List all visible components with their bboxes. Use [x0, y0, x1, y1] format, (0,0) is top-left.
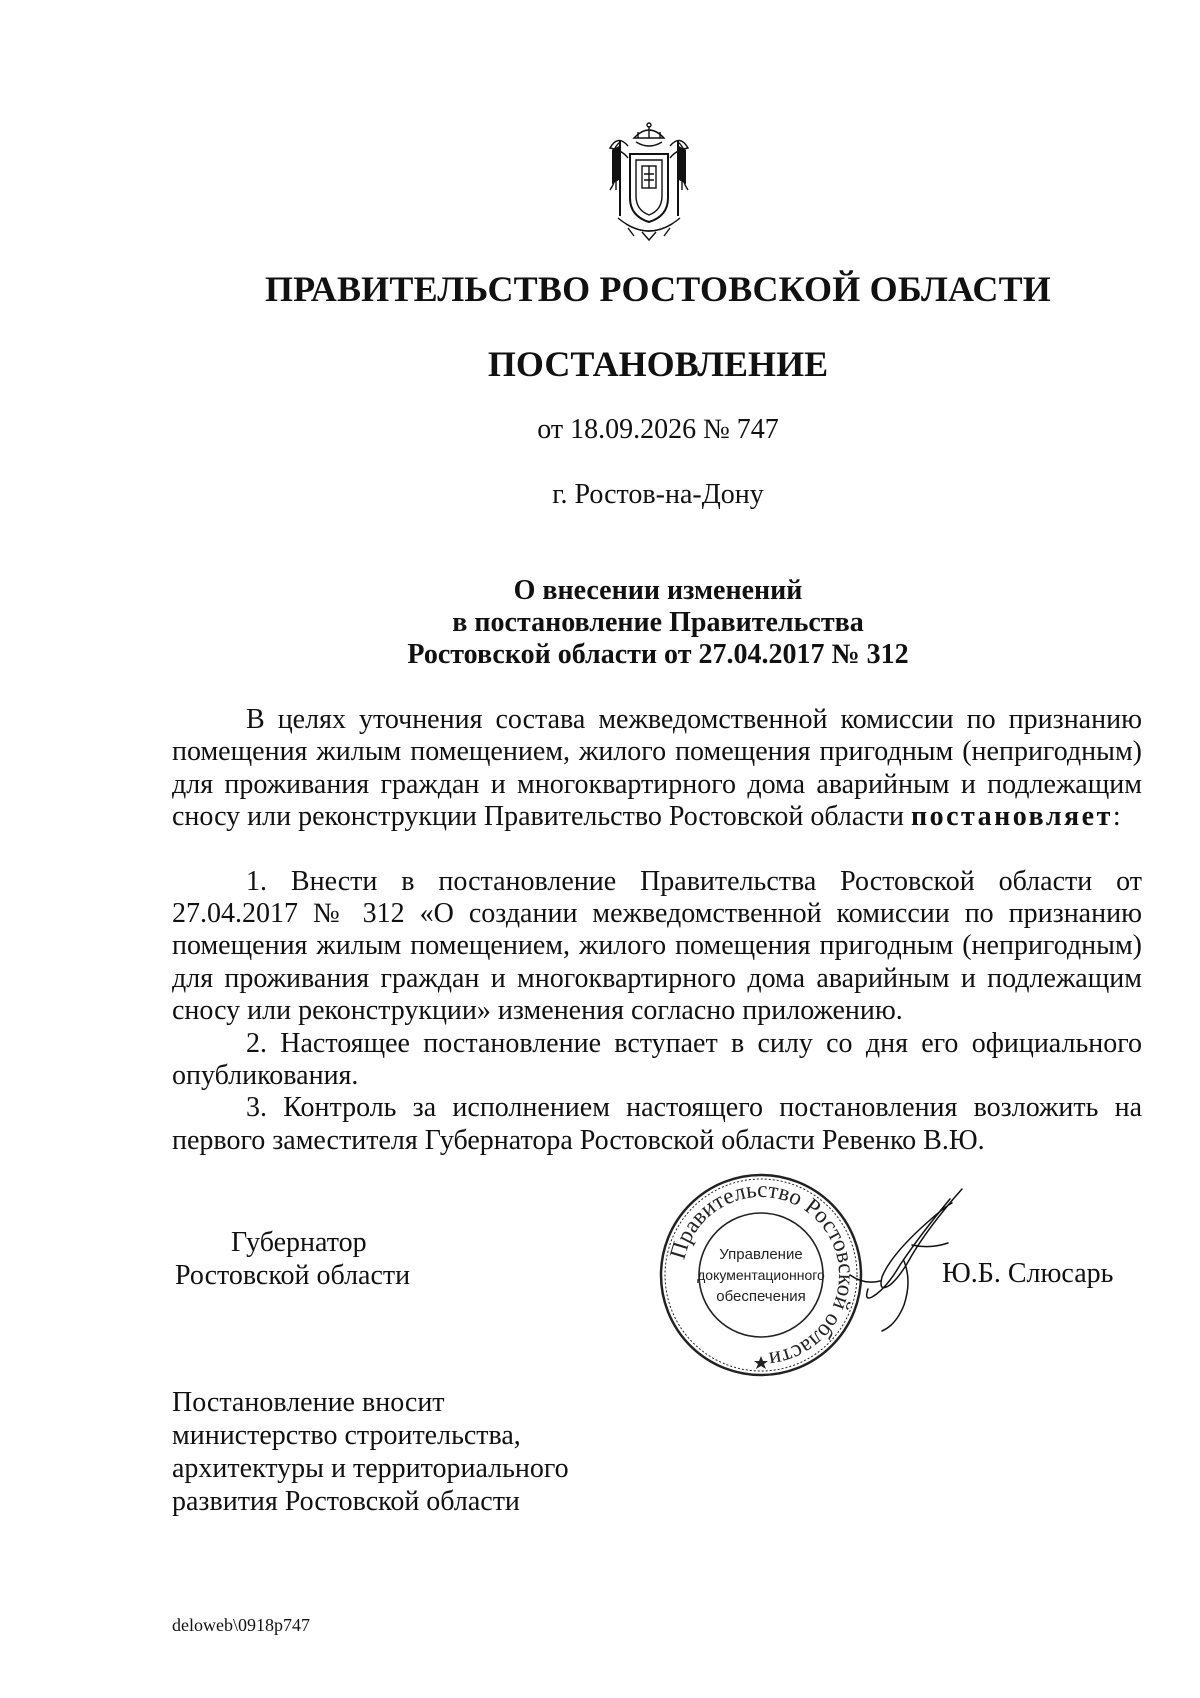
signatory-name: Ю.Б. Слюсарь	[942, 1258, 1114, 1289]
note-line: архитектуры и территориального	[172, 1453, 569, 1484]
item-1: 1. Внести в постановление Правительства Ростовской области от 27.04.2017 № 312 «О создании межведомственной комиссии по признанию помещения жилым помещением, жилого помещения пригодным (непригодным) для проживания граждан и многоквартирного дома аварийным и подлежащим сносу или реконструкции» изменения согласно приложению.	[172, 865, 1142, 1027]
note-line: Постановление вносит	[172, 1387, 445, 1418]
item-3: 3. Контроль за исполнением настоящего постановления возложить на первого заместителя Губернатора Ростовской области Ревенко В.Ю.	[172, 1092, 1142, 1156]
item-2: 2. Настоящее постановление вступает в силу со дня его официального опубликования.	[172, 1027, 1142, 1092]
stamp-inner-line: документационного	[697, 1267, 825, 1283]
note-line: развития Ростовской области	[172, 1486, 520, 1517]
subject-line: О внесении изменений	[513, 575, 803, 606]
document-date-number: от 18.09.2026 № 747	[537, 414, 779, 445]
decree-word: постановляет	[910, 801, 1113, 833]
document-code: deloweb\0918p747	[172, 1615, 310, 1635]
stamp-inner-line: Управление	[719, 1246, 803, 1263]
document-body	[172, 704, 1142, 1157]
submitter-note	[172, 1386, 569, 1518]
subject-line: в постановление Правительства	[452, 607, 864, 638]
preamble-paragraph	[172, 704, 1142, 834]
rostov-oblast-coat-of-arms-icon	[598, 120, 700, 244]
document-city: г. Ростов-на-Дону	[552, 479, 764, 510]
signatory-position	[175, 1226, 410, 1292]
signatory-title: Губернатор	[231, 1227, 367, 1258]
decree-colon: :	[1112, 801, 1121, 833]
document-type: ПОСТАНОВЛЕНИЕ	[487, 344, 829, 384]
note-line: министерство строительства,	[172, 1420, 521, 1451]
document-subject	[0, 575, 1200, 671]
preamble-text: В целях уточнения состава межведомственной комиссии по признанию помещения жилым помещением, жилого помещения пригодным (непригодным) для проживания граждан и многоквартирного дома аварийным и подлежащим сносу или реконструкции Правительство Ростовской области	[172, 704, 1142, 833]
government-title: ПРАВИТЕЛЬСТВО РОСТОВСКОЙ ОБЛАСТИ	[264, 269, 1052, 309]
stamp-outer-text: Правительство Ростовской области	[664, 1176, 860, 1373]
signatory-region: Ростовской области	[175, 1260, 411, 1291]
stamp-inner-line: обеспечения	[716, 1288, 806, 1305]
subject-line: Ростовской области от 27.04.2017 № 312	[407, 639, 909, 670]
